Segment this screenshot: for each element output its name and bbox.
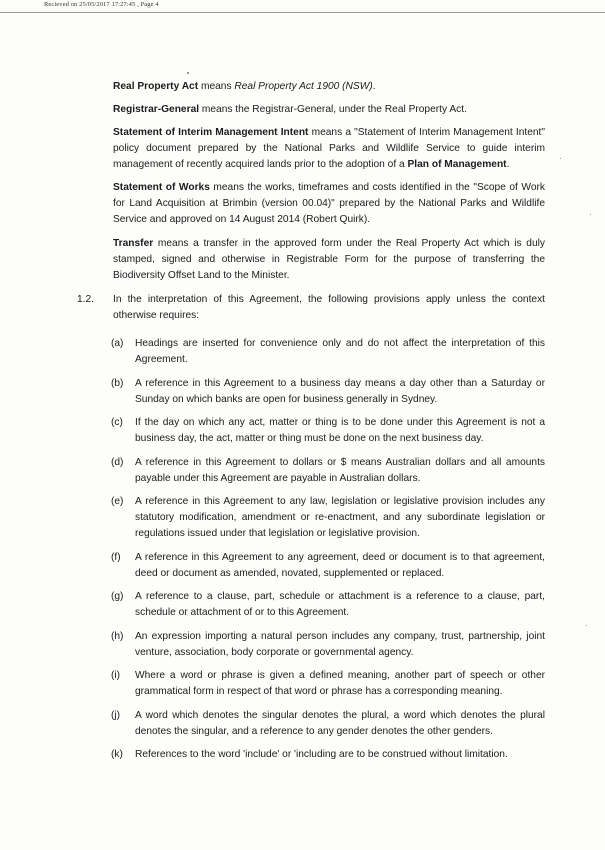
list-item-label: (g)	[111, 591, 124, 602]
list-item-text: A reference to a clause, part, schedule or attachment is a reference to a clause, part, schedule or attachment of or to this Agreement.	[135, 591, 545, 618]
list-item-text: An expression importing a natural person includes any company, trust, partnership, joint venture, association, body corporate or governmental agency.	[135, 631, 545, 658]
scan-speck	[586, 625, 587, 626]
fax-header	[0, 0, 605, 13]
definition-registrar-general	[113, 102, 545, 118]
list-item-label: (h)	[111, 631, 124, 642]
list-item-label: (d)	[111, 457, 124, 468]
list-item-label: (e)	[111, 496, 124, 507]
list-item-label: (a)	[111, 338, 124, 349]
definition-text: means a transfer in the approved form under the Real Property Act which is duly stamped, signed and otherwise in Registrable Form for the purpose of transferring the Biodiversity Offset Land to the Minister.	[113, 238, 545, 281]
clause-text: In the interpretation of this Agreement, the following provisions apply unless the context otherwise requires:	[113, 294, 545, 321]
definition-reference: Real Property Act 1900 (NSW)	[234, 81, 373, 92]
list-item-label: (f)	[111, 552, 121, 563]
list-item-label: (i)	[111, 670, 121, 681]
defined-term: Statement of Interim Management Intent	[113, 127, 309, 138]
definition-text: means a "Statement of Interim Management Intent" policy document prepared by the National Parks and Wildlife Service to guide interim management of recently acquired lands prior to the adoption of a	[113, 127, 545, 170]
fax-header-text: Recieved on 25/05/2017 17:27:45 , Page 4	[44, 1, 159, 8]
list-item-text: A reference in this Agreement to dollars or $ means Australian dollars and all amounts payable under this Agreement are payable in Australian dollars.	[135, 457, 545, 484]
definition-end: .	[372, 81, 376, 92]
definition-text: means the works, timeframes and costs identified in the "Scope of Work for Land Acquisition at Brimbin (version 00.04)" prepared by the National Parks and Wildlife Service and approved on 14 August 2014 (Robert Quirk).	[113, 182, 545, 225]
defined-term: Transfer	[113, 238, 154, 249]
definition-end: .	[506, 158, 510, 170]
definition-text: means	[198, 81, 235, 92]
clause-number: 1.2.	[77, 294, 94, 305]
list-item-text: References to the word 'include' or 'including are to be construed without limitation.	[135, 749, 508, 760]
defined-term: Statement of Works	[113, 182, 210, 193]
list-item-text: Where a word or phrase is given a defined meaning, another part of speech or other grammatical form in respect of that word or phrase has a corresponding meaning.	[135, 670, 545, 697]
definition-statement-of-works	[113, 180, 545, 227]
definition-real-property-act	[113, 79, 545, 95]
list-item-text: A reference in this Agreement to a business day means a day other than a Saturday or Sunday on which banks are open for business generally in Sydney.	[135, 378, 545, 405]
list-item-text: If the day on which any act, matter or thing is to be done under this Agreement is not a business day, the act, matter or thing must be done on the next business day.	[135, 417, 545, 444]
defined-term: Real Property Act	[113, 81, 199, 92]
defined-term: Plan of Management	[407, 158, 507, 170]
definition-text: means the Registrar-General, under the Real Property Act.	[199, 104, 467, 115]
list-item-label: (j)	[111, 710, 121, 721]
definition-transfer	[113, 236, 545, 283]
defined-term: Registrar-General	[113, 104, 200, 115]
definition-statement-of-interim-management-intent	[113, 125, 545, 172]
scan-speck	[560, 158, 561, 159]
list-item-text: A reference in this Agreement to any law, legislation or legislative provision includes any statutory modification, amendment or re-enactment, and any subordinate legislation or regulations issued under that legislation or legislative provision.	[135, 496, 545, 539]
list-item-text: Headings are inserted for convenience only and do not affect the interpretation of this Agreement.	[135, 338, 545, 365]
list-item-label: (c)	[111, 417, 123, 428]
scan-speck	[590, 214, 591, 215]
list-item-text: A word which denotes the singular denotes the plural, a word which denotes the plural denotes the singular, and a reference to any gender denotes the other genders.	[135, 710, 545, 737]
list-item-label: (b)	[111, 378, 124, 389]
list-item-text: A reference in this Agreement to any agreement, deed or document is to that agreement, deed or document as amended, novated, supplemented or replaced.	[135, 552, 545, 579]
list-item-label: (k)	[111, 749, 123, 760]
scan-speck	[187, 72, 189, 74]
